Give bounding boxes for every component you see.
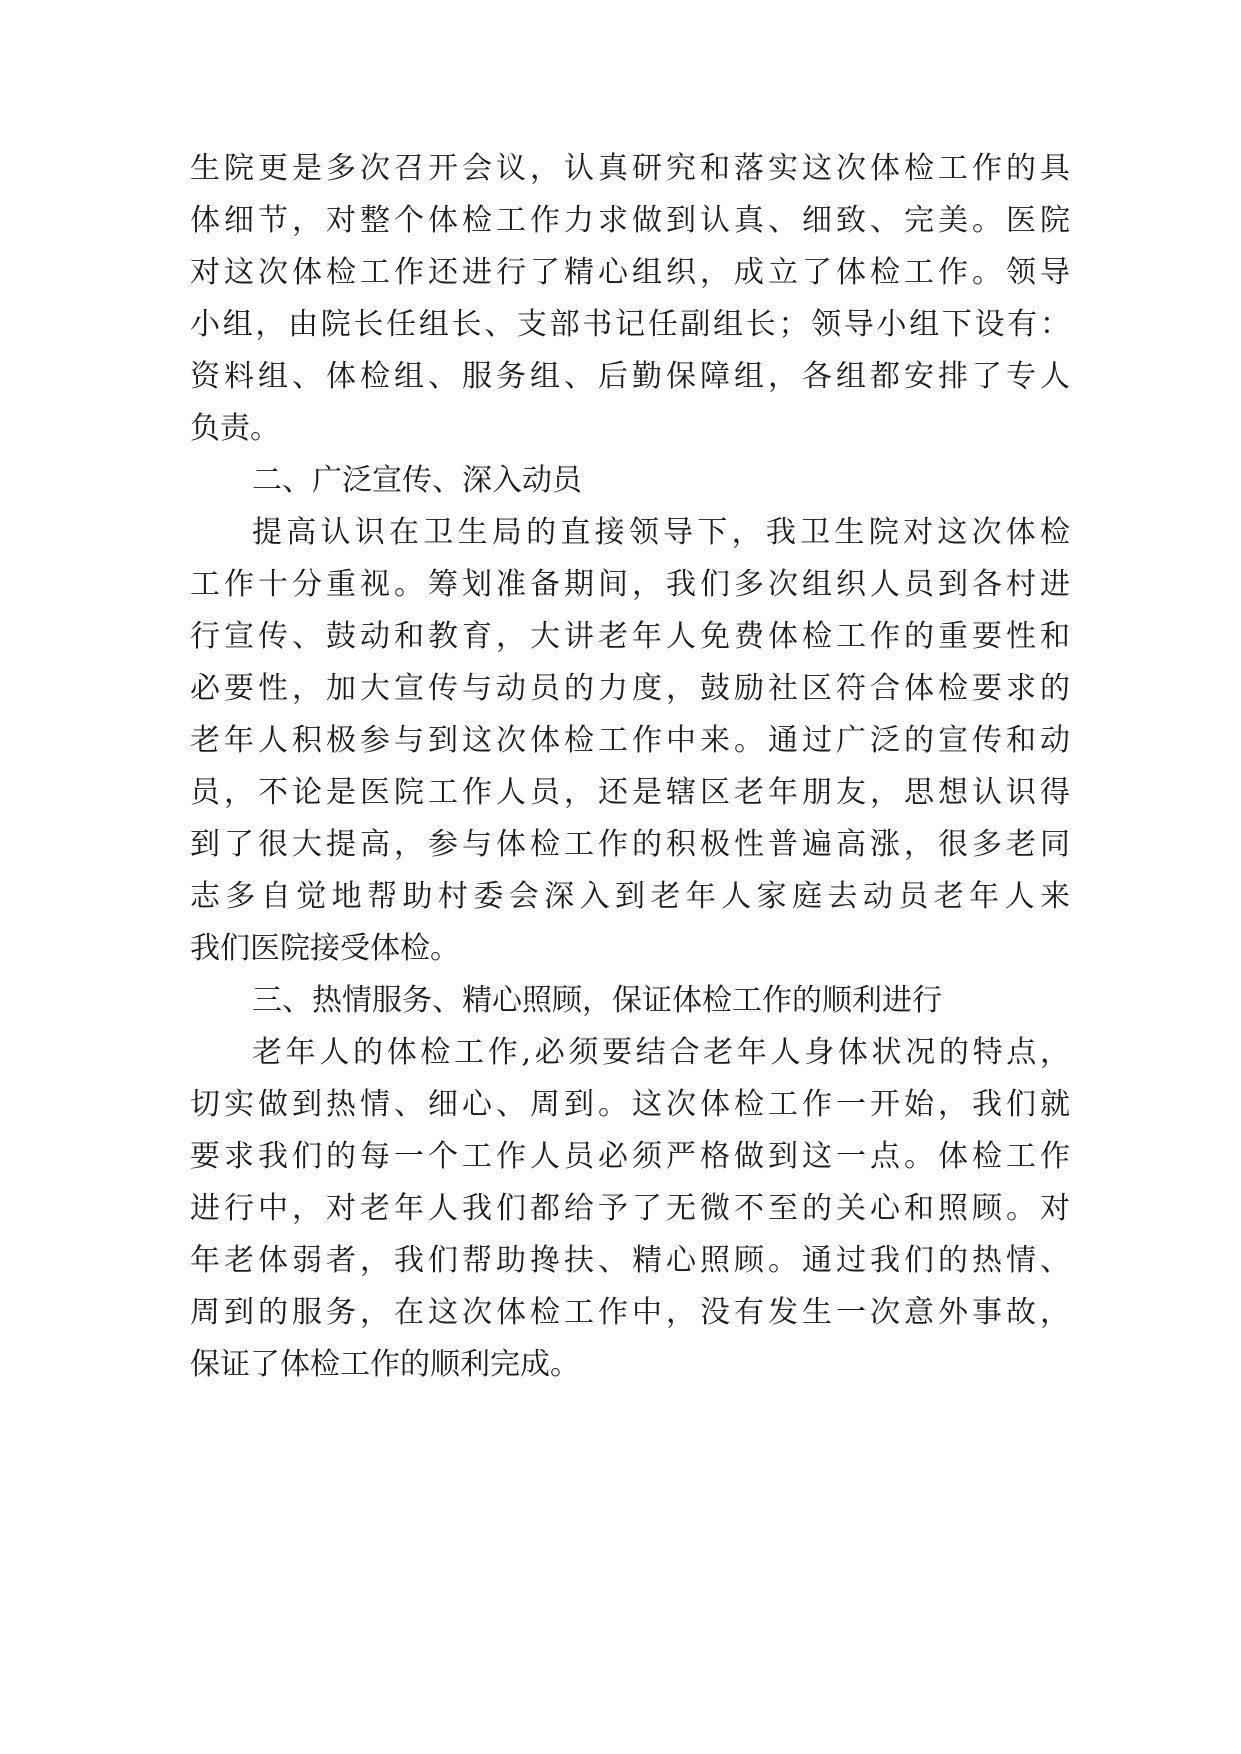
text-line: 行宣传、鼓动和教育，大讲老年人免费体检工作的重要性和 xyxy=(190,619,1070,654)
text-line: 负责。 xyxy=(190,411,280,446)
text-line: 要求我们的每一个工作人员必须严格做到这一点。体检工作 xyxy=(190,1139,1070,1174)
text-line: 到了很大提高，参与体检工作的积极性普遍高涨，很多老同 xyxy=(190,827,1070,862)
text-line: 必要性，加大宣传与动员的力度，鼓励社区符合体检要求的 xyxy=(190,671,1070,706)
text-line: 周到的服务，在这次体检工作中，没有发生一次意外事故， xyxy=(190,1295,1070,1330)
text-line: 员，不论是医院工作人员，还是辖区老年朋友，思想认识得 xyxy=(190,775,1070,810)
text-line: 老年人积极参与到这次体检工作中来。通过广泛的宣传和动 xyxy=(190,723,1070,758)
text-line: 年老体弱者，我们帮助搀扶、精心照顾。通过我们的热情、 xyxy=(190,1243,1070,1278)
text-line: 进行中，对老年人我们都给予了无微不至的关心和照顾。对 xyxy=(190,1191,1070,1226)
section-heading: 二、广泛宣传、深入动员 xyxy=(252,463,582,498)
text-line: 志多自觉地帮助村委会深入到老年人家庭去动员老年人来 xyxy=(190,879,1070,914)
text-line: 工作十分重视。筹划准备期间，我们多次组织人员到各村进 xyxy=(190,567,1070,602)
text-line: 资料组、体检组、服务组、后勤保障组，各组都安排了专人 xyxy=(190,359,1070,394)
text-line: 老年人的体检工作,必须要结合老年人身体状况的特点， xyxy=(252,1035,1070,1070)
text-line: 保证了体检工作的顺利完成。 xyxy=(190,1347,580,1382)
text-line: 小组，由院长任组长、支部书记任副组长；领导小组下设有： xyxy=(190,307,1070,342)
text-line: 切实做到热情、细心、周到。这次体检工作一开始，我们就 xyxy=(190,1087,1070,1122)
section-heading: 三、热情服务、精心照顾，保证体检工作的顺利进行 xyxy=(252,983,942,1018)
text-line: 体细节，对整个体检工作力求做到认真、细致、完美。医院 xyxy=(190,203,1070,238)
text-line: 提高认识在卫生局的直接领导下，我卫生院对这次体检 xyxy=(252,515,1070,550)
text-line: 我们医院接受体检。 xyxy=(190,931,460,966)
text-line: 生院更是多次召开会议，认真研究和落实这次体检工作的具 xyxy=(190,151,1070,186)
text-line: 对这次体检工作还进行了精心组织，成立了体检工作。领导 xyxy=(190,255,1070,290)
